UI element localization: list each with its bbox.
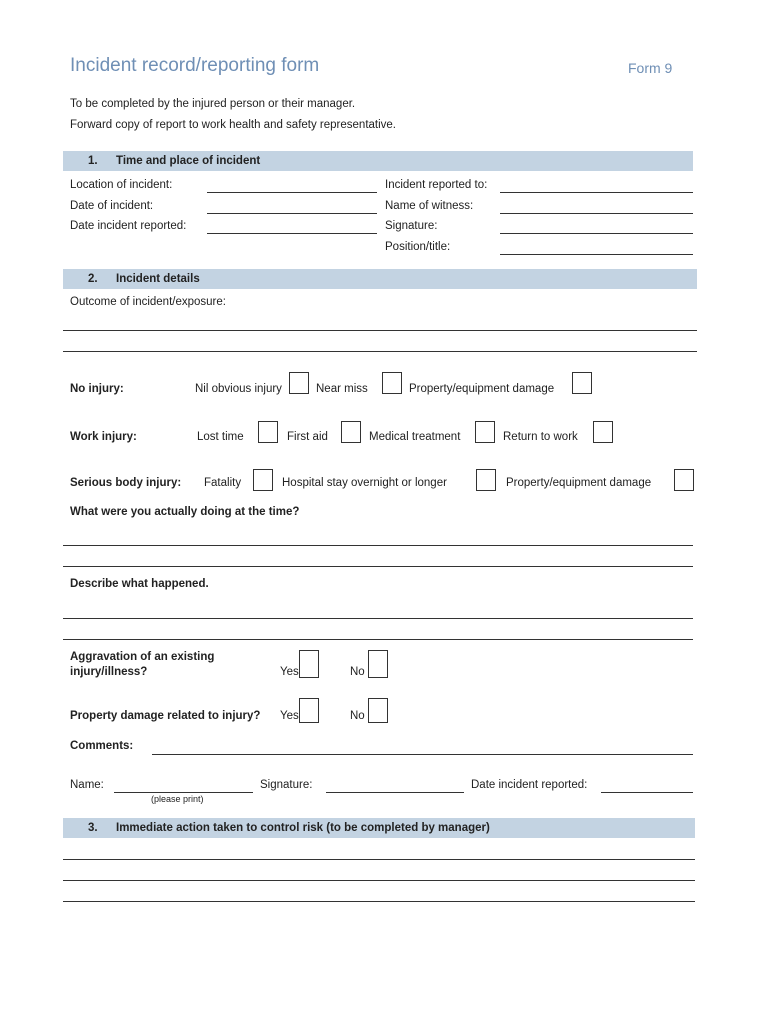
position-label: Position/title: <box>385 241 451 253</box>
date-label: Date of incident: <box>70 200 154 212</box>
date-reported-label-2: Date incident reported: <box>471 779 588 791</box>
fatality-label: Fatality <box>204 477 242 489</box>
property-damage-label-2: Property/equipment damage <box>506 477 652 489</box>
serious-injury-label: Serious body injury: <box>70 477 182 489</box>
doing-line-1[interactable] <box>63 545 693 546</box>
property-damage-checkbox-1[interactable] <box>572 372 592 394</box>
section-3-title: Immediate action taken to control risk (to be completed by manager) <box>116 822 490 834</box>
name-field[interactable] <box>114 792 253 793</box>
reported-to-label: Incident reported to: <box>385 179 488 191</box>
reported-to-field[interactable] <box>500 192 693 193</box>
name-label: Name: <box>70 779 104 791</box>
intro-line-2: Forward copy of report to work health and safety representative. <box>70 119 396 131</box>
nil-obvious-injury-checkbox[interactable] <box>289 372 309 394</box>
section-3-number: 3. <box>88 822 98 834</box>
signature-label-2: Signature: <box>260 779 313 791</box>
doing-line-2[interactable] <box>63 566 693 567</box>
property-no-checkbox[interactable] <box>368 698 388 723</box>
describe-line-2[interactable] <box>63 639 693 640</box>
property-no-label: No <box>350 710 365 722</box>
nil-obvious-injury-label: Nil obvious injury <box>195 383 282 395</box>
form-number: Form 9 <box>628 60 673 76</box>
no-injury-label: No injury: <box>70 383 124 395</box>
action-line-3[interactable] <box>63 901 695 902</box>
comments-field[interactable] <box>152 754 693 755</box>
action-line-2[interactable] <box>63 880 695 881</box>
property-yes-checkbox[interactable] <box>299 698 319 723</box>
near-miss-label: Near miss <box>316 383 368 395</box>
comments-label: Comments: <box>70 740 134 752</box>
section-2-number: 2. <box>88 273 98 285</box>
action-line-1[interactable] <box>63 859 695 860</box>
describe-line-1[interactable] <box>63 618 693 619</box>
date-reported-label: Date incident reported: <box>70 220 187 232</box>
position-field[interactable] <box>500 254 693 255</box>
aggravation-no-label: No <box>350 666 365 678</box>
section-3-header <box>63 818 695 838</box>
work-injury-label: Work injury: <box>70 431 137 443</box>
aggravation-question: Aggravation of an existing injury/illness? <box>70 651 215 678</box>
section-1-number: 1. <box>88 155 98 167</box>
section-2-header <box>63 269 697 289</box>
medical-treatment-checkbox[interactable] <box>475 421 495 443</box>
return-to-work-checkbox[interactable] <box>593 421 613 443</box>
return-to-work-label: Return to work <box>503 431 578 443</box>
property-damage-label-1: Property/equipment damage <box>409 383 555 395</box>
date-field[interactable] <box>207 213 377 214</box>
fatality-checkbox[interactable] <box>253 469 273 491</box>
describe-question: Describe what happened. <box>70 578 209 590</box>
signature-field-1[interactable] <box>500 233 693 234</box>
page-title: Incident record/reporting form <box>70 55 320 76</box>
outcome-label: Outcome of incident/exposure: <box>70 296 226 308</box>
property-question: Property damage related to injury? <box>70 710 261 722</box>
near-miss-checkbox[interactable] <box>382 372 402 394</box>
aggravation-yes-checkbox[interactable] <box>299 650 319 678</box>
signature-field-2[interactable] <box>326 792 464 793</box>
property-yes-label: Yes <box>280 710 299 722</box>
doing-question: What were you actually doing at the time? <box>70 506 300 518</box>
first-aid-checkbox[interactable] <box>341 421 361 443</box>
location-label: Location of incident: <box>70 179 173 191</box>
signature-label-1: Signature: <box>385 220 438 232</box>
witness-field[interactable] <box>500 213 693 214</box>
aggravation-no-checkbox[interactable] <box>368 650 388 678</box>
lost-time-checkbox[interactable] <box>258 421 278 443</box>
hospital-stay-checkbox[interactable] <box>476 469 496 491</box>
outcome-line-2[interactable] <box>63 351 697 352</box>
first-aid-label: First aid <box>287 431 328 443</box>
hospital-stay-label: Hospital stay overnight or longer <box>282 477 447 489</box>
section-1-header <box>63 151 693 171</box>
property-damage-checkbox-2[interactable] <box>674 469 694 491</box>
intro-line-1: To be completed by the injured person or their manager. <box>70 98 356 110</box>
lost-time-label: Lost time <box>197 431 244 443</box>
location-field[interactable] <box>207 192 377 193</box>
date-reported-field[interactable] <box>207 233 377 234</box>
outcome-line-1[interactable] <box>63 330 697 331</box>
witness-label: Name of witness: <box>385 200 474 212</box>
section-1-title: Time and place of incident <box>116 155 261 167</box>
section-2-title: Incident details <box>116 273 200 285</box>
date-reported-field-2[interactable] <box>601 792 693 793</box>
medical-treatment-label: Medical treatment <box>369 431 461 443</box>
aggravation-yes-label: Yes <box>280 666 299 678</box>
please-print-hint: (please print) <box>151 794 204 804</box>
